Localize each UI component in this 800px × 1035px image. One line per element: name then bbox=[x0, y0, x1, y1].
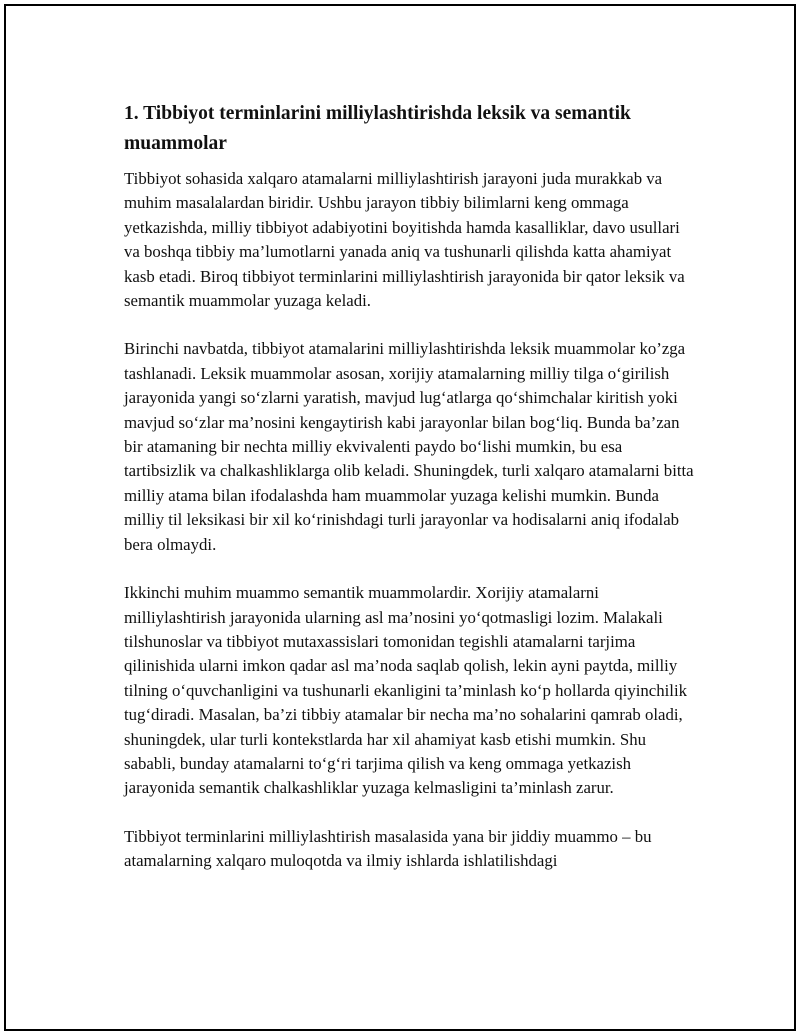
section-heading: 1. Tibbiyot terminlarini milliylashtirishda leksik va semantik muammolar bbox=[124, 103, 631, 154]
page-frame bbox=[4, 4, 796, 1031]
paragraph-2: Birinchi navbatda, tibbiyot atamalarini milliylashtirishda leksik muammolar ko’zga tashlanadi. Leksik muammolar asosan, xorijiy atamalarning milliy tilga o‘girilish jarayonida yangi so‘zlarni yaratish, mavjud lug‘atlarga qo‘shimchalar kiritish yoki mavjud so‘zlar ma’nosini kengaytirish kabi jarayonlar bilan bog‘liq. Bunda ba’zan bir atamaning bir nechta milliy ekvivalenti paydo bo‘lishi mumkin, bu esa tartibsizlik va chalkashliklarga olib keladi. Shuningdek, turli xalqaro atamalarni bitta milliy atama bilan ifodalashda ham muammolar yuzaga kelishi mumkin. Bunda milliy til leksikasi bir xil ko‘rinishdagi turli jarayonlar va hodisalarni aniq ifodalab bera olmaydi. bbox=[124, 339, 694, 554]
paragraph-1: Tibbiyot sohasida xalqaro atamalarni milliylashtirish jarayoni juda murakkab va muhim masalalardan biridir. Ushbu jarayon tibbiy bilimlarni keng ommaga yetkazishda, milliy tibbiyot adabiyotini boyitishda hamda kasalliklar, davo usullari va boshqa tibbiy ma’lumotlarni yanada aniq va tushunarli qilishda katta ahamiyat kasb etadi. Biroq tibbiyot terminlarini milliylashtirish jarayonida bir qator leksik va semantik muammolar yuzaga keladi. bbox=[124, 169, 685, 311]
document-body bbox=[124, 99, 694, 898]
paragraph-4: Tibbiyot terminlarini milliylashtirish masalasida yana bir jiddiy muammo – bu atamalarning xalqaro muloqotda va ilmiy ishlarda ishlatilishdagi bbox=[124, 826, 652, 871]
paragraph-3: Ikkinchi muhim muammo semantik muammolardir. Xorijiy atamalarni milliylashtirish jarayonida ularning asl ma’nosini yo‘qotmasligi lozim. Malakali tilshunoslar va tibbiyot mutaxassislari tomonidan tegishli atamalarni tarjima qilinishida ularni imkon qadar asl ma’noda saqlab qolish, lekin ayni paytda, milliy tilning o‘quvchanligini va tushunarli ekanligini ta’minlash ko‘p hollarda qiyinchilik tug‘diradi. Masalan, ba’zi tibbiy atamalar bir necha ma’no sohalarini qamrab oladi, shuningdek, ular turli kontekstlarda har xil ahamiyat kasb etishi mumkin. Shu sababli, bunday atamalarni to‘g‘ri tarjima qilish va keng ommaga yetkazish jarayonida semantik chalkashliklar yuzaga kelmasligini ta’minlash zarur. bbox=[124, 583, 687, 798]
